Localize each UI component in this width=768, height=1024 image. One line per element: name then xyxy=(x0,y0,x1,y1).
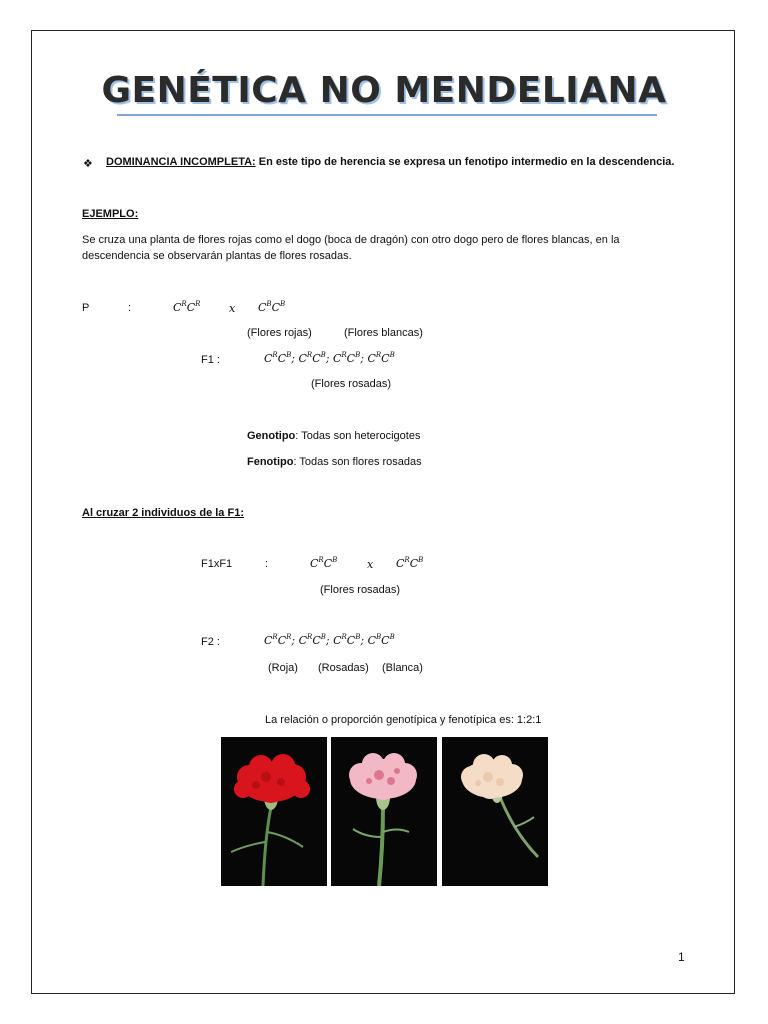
label-flores-blancas: (Flores blancas) xyxy=(344,327,423,339)
genotype-crcb-a: $C^RC^B$ xyxy=(310,556,338,570)
genotype-cbcb: $C^BC^B$ xyxy=(258,300,286,314)
fenotipo-text: : Todas son flores rosadas xyxy=(293,456,422,468)
red-carnation-photo xyxy=(221,737,327,886)
f2-pheno-rosadas: (Rosadas) xyxy=(318,662,369,674)
page-title: GENÉTICA NO MENDELIANA xyxy=(101,70,667,111)
intro-bullet: ❖ xyxy=(83,158,93,170)
genotipo-label: Genotipo xyxy=(247,430,296,442)
example-paragraph: Se cruza una planta de flores rojas como el dogo (boca de dragón) con otro dogo pero de flores blancas, en la descendencia se observarán plantas de flores rosadas. xyxy=(82,234,620,262)
title-underline xyxy=(117,114,657,116)
fenotipo-line xyxy=(247,456,422,468)
intro-term: DOMINANCIA INCOMPLETA: xyxy=(106,156,256,168)
p-colon: : xyxy=(128,302,132,314)
f1xf1-phenotype: (Flores rosadas) xyxy=(320,584,401,596)
f1-label: F1 : xyxy=(201,354,220,366)
page-number: 1 xyxy=(678,950,685,964)
cross-x-2: x xyxy=(367,558,374,571)
white-carnation-photo xyxy=(442,737,548,886)
genotipo-line xyxy=(247,430,420,442)
f2-pheno-blanca: (Blanca) xyxy=(382,662,423,674)
label-flores-rojas: (Flores rojas) xyxy=(247,327,312,339)
f2-label: F2 : xyxy=(201,636,220,648)
f1-genotypes: $C^RC^B$; $C^RC^B$; $C^RC^B$; $C^RC^B$ xyxy=(264,351,395,365)
f1-phenotype: (Flores rosadas) xyxy=(311,378,392,390)
ratio-text: La relación o proporción genotípica y fenotípica es: 1:2:1 xyxy=(265,714,542,726)
genotype-crcb-b: $C^RC^B$ xyxy=(396,556,424,570)
pink-carnation-photo xyxy=(331,737,437,886)
cross-x-1: x xyxy=(229,302,236,315)
genotype-crcr: $C^RC^R$ xyxy=(173,300,201,314)
f1xf1-label: F1xF1 xyxy=(201,558,233,570)
f2-pheno-roja: (Roja) xyxy=(268,662,298,674)
intro-text: En este tipo de herencia se expresa un fenotipo intermedio en la descendencia. xyxy=(255,156,675,168)
example-heading: EJEMPLO: xyxy=(82,208,139,220)
fenotipo-label: Fenotipo xyxy=(247,456,294,468)
f1xf1-colon: : xyxy=(265,558,269,570)
p-label: P xyxy=(82,302,90,314)
cross2-heading: Al cruzar 2 individuos de la F1: xyxy=(82,507,244,519)
intro-line xyxy=(106,156,674,168)
f2-genotypes: $C^RC^R$; $C^RC^B$; $C^RC^B$; $C^BC^B$ xyxy=(264,633,395,647)
genotipo-text: : Todas son heterocigotes xyxy=(295,430,421,442)
